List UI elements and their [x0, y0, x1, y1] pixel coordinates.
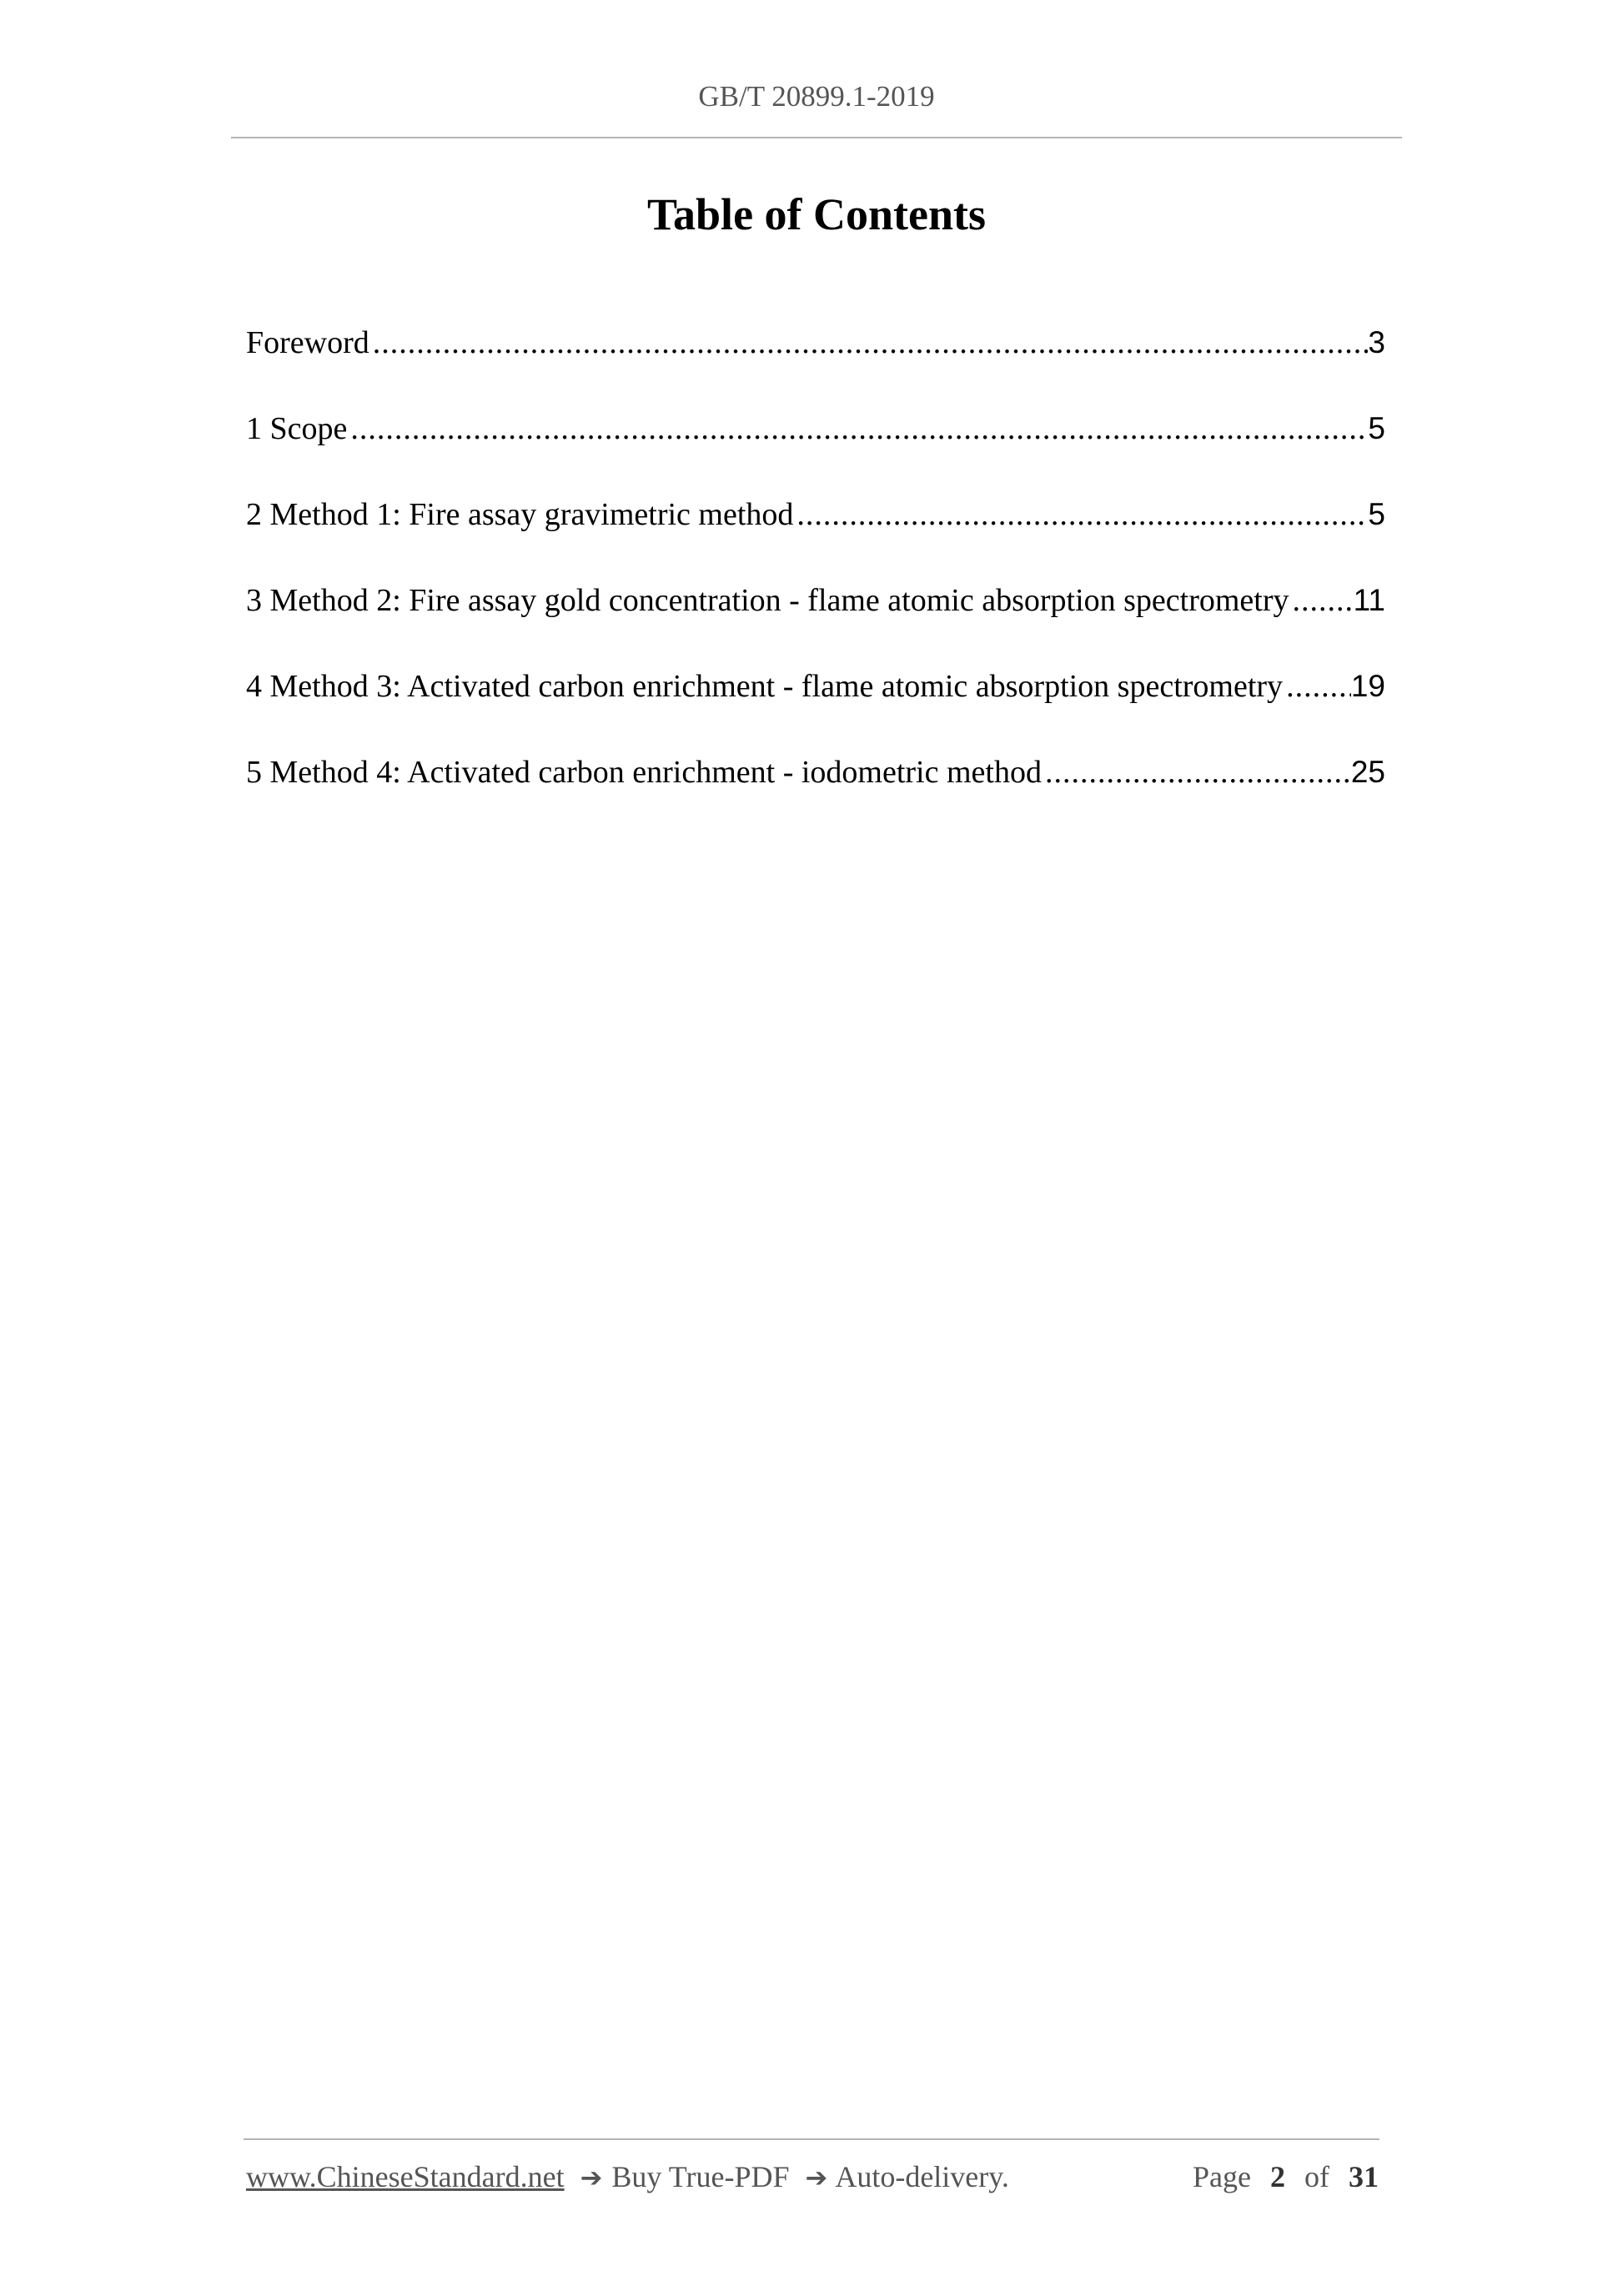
- toc-entry-page: 3: [1368, 325, 1385, 359]
- toc-entry-label: Foreword: [246, 325, 369, 360]
- toc-entry-method-3[interactable]: [246, 668, 1385, 754]
- current-page-number: 2: [1270, 2160, 1285, 2193]
- header-divider: [231, 137, 1402, 138]
- page-footer: [246, 2159, 1379, 2194]
- toc-leader-dots: [1289, 582, 1354, 619]
- toc-entry-page: 11: [1353, 583, 1385, 617]
- toc-leader-dots: [793, 496, 1368, 533]
- of-word: of: [1304, 2160, 1329, 2193]
- toc-entry-label: 5 Method 4: Activated carbon enrichment - iodometric method: [246, 755, 1042, 790]
- toc-entry-method-1[interactable]: [246, 496, 1385, 582]
- toc-entry-label: 4 Method 3: Activated carbon enrichment - flame atomic absorption spectrometry: [246, 669, 1284, 704]
- running-header: GB/T 20899.1-2019: [698, 80, 935, 113]
- toc-entry-foreword[interactable]: [246, 324, 1385, 410]
- toc-entry-label: 1 Scope: [246, 411, 348, 446]
- table-of-contents: [246, 324, 1385, 840]
- toc-entry-label: 3 Method 2: Fire assay gold concentration - flame atomic absorption spectrometry: [246, 583, 1289, 618]
- buy-pdf-text: Buy True-PDF: [611, 2160, 790, 2193]
- toc-leader-dots: [1283, 668, 1351, 705]
- toc-entry-label: 2 Method 1: Fire assay gravimetric method: [246, 497, 794, 532]
- toc-entry-page: 25: [1350, 755, 1385, 789]
- toc-entry-scope[interactable]: [246, 410, 1385, 496]
- page-word: Page: [1193, 2160, 1251, 2193]
- page-indicator: [1193, 2159, 1379, 2194]
- toc-entry-method-2[interactable]: [246, 582, 1385, 668]
- toc-entry-page: 5: [1368, 497, 1385, 531]
- toc-leader-dots: [1042, 754, 1351, 791]
- toc-entry-page: 19: [1350, 669, 1385, 703]
- arrow-right-icon: ➔: [580, 2162, 603, 2193]
- toc-leader-dots: [369, 324, 1369, 361]
- toc-leader-dots: [347, 410, 1368, 447]
- total-pages-number: 31: [1349, 2160, 1379, 2193]
- arrow-right-icon: ➔: [805, 2162, 828, 2193]
- toc-entry-method-4[interactable]: [246, 754, 1385, 840]
- page-title: Table of Contents: [646, 189, 987, 239]
- footer-promo: [246, 2159, 1011, 2194]
- footer-divider: [244, 2138, 1379, 2140]
- site-link[interactable]: www.ChineseStandard.net: [246, 2160, 565, 2193]
- delivery-text: Auto-delivery.: [835, 2160, 1009, 2193]
- toc-entry-page: 5: [1368, 411, 1385, 445]
